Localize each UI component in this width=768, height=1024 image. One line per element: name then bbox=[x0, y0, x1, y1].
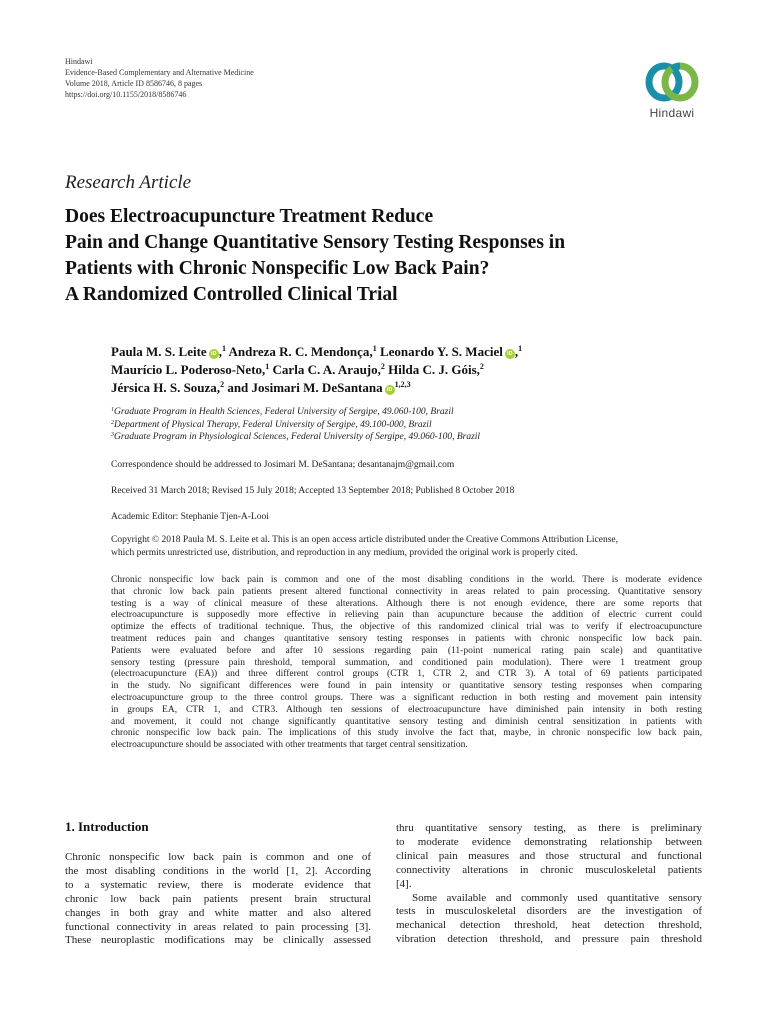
body-line: mechanical detection threshold, heat detection threshold, bbox=[396, 919, 702, 932]
article-title bbox=[65, 204, 705, 308]
author-affil: 2 bbox=[220, 380, 225, 389]
journal-header bbox=[65, 56, 254, 100]
doi-link[interactable]: https://doi.org/10.1155/2018/8586746 bbox=[65, 90, 187, 99]
body-line: to moderate evidence demonstrating relationship between bbox=[396, 835, 702, 848]
author-conjunction: and bbox=[227, 380, 249, 395]
academic-editor: Academic Editor: Stephanie Tjen-A-Looi bbox=[111, 512, 269, 522]
hindawi-logo-icon bbox=[641, 60, 703, 104]
affiliation-item bbox=[111, 431, 480, 444]
orcid-icon[interactable]: iD bbox=[209, 349, 219, 359]
author-line: Paula M. S. Leite iD ,$^1$ Andreza R. C. Mendonça,$^1$ Leonardo Y. S. Maciel iD ,$^1$ bbox=[111, 344, 523, 359]
title-line: Pain and Change Quantitative Sensory Testing Responses in bbox=[65, 232, 566, 253]
abstract-line: and movement, it could not change significantly quantitative sensory testing and diminish central sensitization in patients with bbox=[111, 716, 702, 727]
abstract-line: optimize the effects of traditional technique. Thus, the objective of this randomized clinical trial was to verify if electroacupuncture bbox=[111, 622, 702, 633]
abstract-line: electroacupuncture group to the three control groups. There was a significant reduction in both resting and movement pain intensity bbox=[111, 692, 702, 703]
body-line: Some available and commonly used quantitative sensory bbox=[412, 891, 702, 904]
body-line: changes in both gray and white matter and also altered bbox=[65, 906, 371, 919]
body-line: to a systematic review, there is moderate evidence that bbox=[65, 878, 371, 891]
author-name[interactable]: Andreza R. C. Mendonça bbox=[228, 344, 370, 359]
journal-name: Evidence-Based Complementary and Alternative Medicine bbox=[65, 68, 254, 77]
author-affil: 2 bbox=[380, 362, 385, 371]
abstract-line: in groups EA, CTR 1, and CTR3. Although ten sessions of electroacupuncture have diminished pain intensity in both resting bbox=[111, 704, 702, 715]
author-name[interactable]: Hilda C. J. Góis bbox=[388, 362, 477, 377]
author-name[interactable]: Carla C. A. Araujo bbox=[272, 362, 378, 377]
author-affil: 1 bbox=[518, 344, 523, 353]
abstract-line: Patients were evaluated before and after 10 sessions regarding pain (11-point numerical rating pain scale) and quantitative bbox=[111, 645, 702, 656]
copyright-notice bbox=[111, 534, 618, 559]
author-name[interactable]: Josimari M. DeSantana bbox=[251, 380, 383, 395]
body-line: thru quantitative sensory testing, as there is preliminary bbox=[396, 822, 702, 834]
body-line: [4]. bbox=[396, 877, 412, 890]
body-line: the most disabling conditions in the world [1, 2]. According bbox=[65, 864, 371, 877]
volume-info: Volume 2018, Article ID 8586746, 8 pages bbox=[65, 79, 203, 88]
copyright-line: Copyright © 2018 Paula M. S. Leite et al. This is an open access article distributed under the Creative Commons Attribution License, bbox=[111, 535, 619, 545]
author-affil: 2 bbox=[479, 362, 484, 371]
affiliations bbox=[111, 406, 480, 444]
body-line: functional connectivity in areas related to pain processing [3]. bbox=[65, 920, 371, 933]
abstract-line: (electroacupuncture (EA)) and three different control groups (CTR 1, CTR 2, and CTR 3). A total of 69 patients participated bbox=[111, 669, 702, 680]
abstract-line: that chronic low back pain patients present altered functional connectivity in areas related to pain processing. Quantitative sensory bbox=[111, 586, 702, 597]
affiliation-item bbox=[111, 406, 480, 419]
body-line: tests in musculoskeletal disorders are the investigation of bbox=[396, 905, 702, 918]
author-name[interactable]: Leonardo Y. S. Maciel bbox=[379, 344, 503, 359]
publisher-name: Hindawi bbox=[65, 57, 93, 66]
section-heading: 1. Introduction bbox=[65, 819, 149, 834]
abstract-line: chronic nonspecific low back pain. The implications of this study involve the fact that, maybe, in chronic nonspecific low back pain, bbox=[111, 728, 702, 739]
abstract-line: electroacupuncture is supposedly more effective in relieving pain than acupuncture because the addition of electric current could bbox=[111, 610, 702, 621]
abstract-line: testing is a way of clinical measure of these alterations. Although there is not enough evidence, there are some reports that bbox=[111, 598, 702, 609]
author-line: Maurício L. Poderoso-Neto,$^1$ Carla C. A. Araujo,$^2$ Hilda C. J. Góis,$^2$ bbox=[111, 362, 484, 377]
affiliation-number: 3 bbox=[111, 432, 114, 438]
author-affil: 1 bbox=[265, 362, 270, 371]
abstract-line: sensory testing (pressure pain threshold, temporal summation, and conditioned pain modulation). There were 1 treatment group bbox=[111, 657, 702, 668]
article-type: Research Article bbox=[65, 172, 192, 193]
body-line: These neuroplastic modifications may be clinically assessed bbox=[65, 934, 371, 947]
affiliation-text: Graduate Program in Health Sciences, Federal University of Sergipe, 49.060-100, Brazil bbox=[114, 407, 454, 417]
affiliation-number: 2 bbox=[111, 419, 114, 426]
abstract-line: electroacupuncture should be associated with other treatments that target central sensitization. bbox=[111, 740, 468, 751]
body-line: connectivity alterations in chronic musculoskeletal patients bbox=[396, 863, 702, 876]
body-line: Chronic nonspecific low back pain is common and one of bbox=[65, 851, 371, 863]
body-column-right bbox=[396, 822, 702, 947]
publication-dates: Received 31 March 2018; Revised 15 July 2018; Accepted 13 September 2018; Published 8 October 2018 bbox=[111, 486, 515, 496]
abstract-line: Chronic nonspecific low back pain is common and one of the most disabling conditions in the world. There is moderate evidence bbox=[111, 575, 702, 585]
body-line: vibration detection threshold, and pressure pain threshold bbox=[396, 933, 702, 946]
correspondence: Correspondence should be addressed to Josimari M. DeSantana; desantanajm@gmail.com bbox=[111, 460, 455, 470]
logo-text: Hindawi bbox=[649, 106, 695, 120]
body-line: clinical pain measures and those structural and functional bbox=[396, 849, 702, 862]
affiliation-text: Graduate Program in Physiological Sciences, Federal University of Sergipe, 49.060-100, Brazil bbox=[114, 432, 481, 442]
author-affil: 1,2,3 bbox=[394, 380, 411, 389]
author-list bbox=[111, 343, 711, 397]
orcid-icon[interactable]: iD bbox=[385, 385, 395, 395]
orcid-icon[interactable]: iD bbox=[505, 349, 515, 359]
author-name[interactable]: Maurício L. Poderoso-Neto bbox=[111, 362, 263, 377]
affiliation-item bbox=[111, 419, 480, 432]
author-name[interactable]: Paula M. S. Leite bbox=[111, 344, 207, 359]
author-affil: 1 bbox=[372, 344, 377, 353]
title-line: A Randomized Controlled Clinical Trial bbox=[65, 284, 398, 305]
title-line: Patients with Chronic Nonspecific Low Back Pain? bbox=[65, 258, 490, 279]
title-line: Does Electroacupuncture Treatment Reduce bbox=[65, 206, 434, 227]
abstract bbox=[111, 575, 702, 752]
hindawi-logo bbox=[634, 60, 710, 120]
body-line: chronic low back pain patients present brain structural bbox=[65, 892, 371, 905]
affiliation-number: 1 bbox=[111, 407, 114, 413]
body-column-left bbox=[65, 851, 371, 948]
abstract-line: treatment reduces pain and changes quantitative sensory testing responses in patients with chronic nonspecific low back pain. bbox=[111, 633, 702, 644]
author-name[interactable]: Jérsica H. S. Souza bbox=[111, 380, 217, 395]
affiliation-text: Department of Physical Therapy, Federal University of Sergipe, 49.100-000, Brazil bbox=[114, 419, 432, 430]
author-line: Jérsica H. S. Souza,$^2$ and Josimari M. DeSantana iD$^{1,2,3}$ bbox=[111, 380, 411, 395]
abstract-line: in the study. No significant differences were found in pain intensity or quantitative sensory testing responses when comparing bbox=[111, 681, 702, 692]
author-affil: 1 bbox=[221, 344, 226, 353]
copyright-line: which permits unrestricted use, distribution, and reproduction in any medium, provided the original work is properly cited. bbox=[111, 547, 578, 558]
